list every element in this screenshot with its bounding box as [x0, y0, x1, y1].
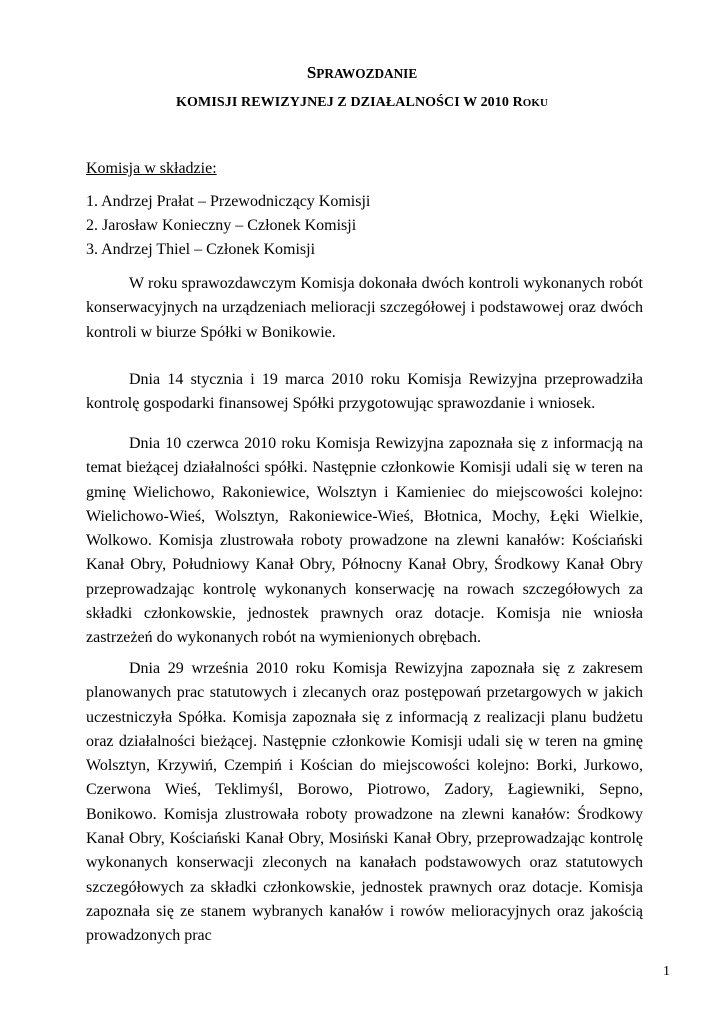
member-item: 1. Andrzej Prałat – Przewodniczący Komisji — [86, 193, 371, 210]
paragraph-september-inspection: Dnia 29 września 2010 roku Komisja Rewizyjna zapoznała się z zakresem planowanych prac statutowych i zlecanych oraz postępowań przetargowych w jakich uczestniczyła Spółka. Komisja zapoznała się z informacją z realizacji planu budżetu oraz działalności bieżącej. Następnie członkowie Komisji udali się w teren na gminę Wolsztyn, Krzywiń, Czempiń i Kościan do miejscowości kolejno: Borki, Jurkowo, Czerwona Wieś, Teklimyśl, Borowo, Piotrowo, Zadory, Łagiewniki, Sepno, Bonikowo. Komisja zlustrowała roboty prowadzone na zlewni kanałów: Środkowy Kanał Obry, Kościański Kanał Obry, Mosiński Kanał Obry, przeprowadzając kontrolę wykonanych konserwacji zleconych na kanałach podstawowych oraz statutowych szczegółowych za składki członkowskie, jednostek prawnych oraz dotacje. Komisja zapoznała się ze stanem wybranych kanałów i rowów melioracyjnych oraz jakością prowadzonych prac — [86, 660, 643, 945]
composition-heading: Komisja w składzie: — [86, 160, 217, 177]
paragraph-june-inspection: Dnia 10 czerwca 2010 roku Komisja Rewizyjna zapoznała się z informacją na temat bieżącej działalności spółki. Następnie członkowie Komisji udali się w teren na gminę Wielichowo, Rakoniewice, Wolsztyn i Kamieniec do miejscowości kolejno: Wielichowo-Wieś, Wolsztyn, Rakoniewice-Wieś, Błotnica, Mochy, Łęki Wielkie, Wolkowo. Komisja zlustrowała roboty prowadzone na zlewni kanałów: Kościański Kanał Obry, Południowy Kanał Obry, Północny Kanał Obry, Środkowy Kanał Obry przeprowadzając kontrolę wykonanych konserwację na rowach szczegółowych za składki członkowskie, jednostek prawnych oraz dotacje. Komisja nie wniosła zastrzeżeń do wykonanych robót na wymienionych obrębach. — [86, 435, 643, 647]
document-subtitle — [0, 96, 724, 110]
paragraph-financial-control: Dnia 14 stycznia i 19 marca 2010 roku Komisja Rewizyjna przeprowadziła kontrolę gospodarki finansowej Spółki przygotowując sprawozdanie i wniosek. — [86, 371, 643, 413]
subtitle-small-caps: OKU — [522, 97, 548, 109]
subtitle-main: KOMISJI REWIZYJNEJ Z DZIAŁALNOŚCI W 2010 R — [176, 95, 523, 110]
title-rest: PRAWOZDANIE — [316, 66, 418, 81]
paragraph-summary: W roku sprawozdawczym Komisja dokonała dwóch kontroli wykonanych robót konserwacyjnych na urządzeniach melioracji szczegółowej i podstawowej oraz dwóch kontroli w biurze Spółki w Bonikowie. — [86, 275, 643, 341]
page-number: 1 — [663, 964, 670, 979]
member-item: 3. Andrzej Thiel – Członek Komisji — [86, 241, 316, 258]
document-title — [0, 64, 724, 81]
title-first-letter: S — [306, 63, 317, 82]
member-list — [86, 190, 370, 262]
member-item: 2. Jarosław Konieczny – Członek Komisji — [86, 217, 357, 234]
